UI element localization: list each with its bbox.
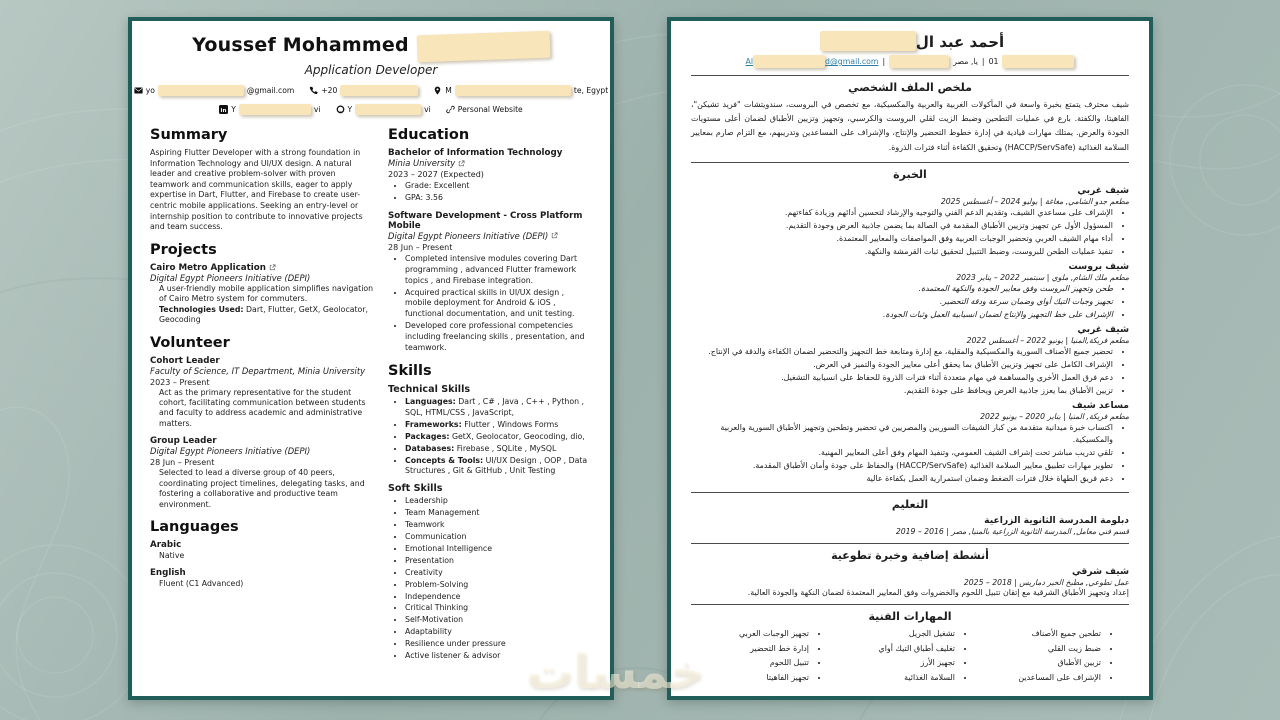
bullet-item: • تلقي تدريب مباشر تحت إشراف الشيف العمومي، وتنفيذ المهام وفق أعلى المعايير المهنية.	[691, 447, 1113, 459]
bullet-item: • GPA: 3.56	[405, 193, 592, 204]
skills-column-3	[691, 627, 837, 686]
skill-item: • Adaptability	[405, 627, 592, 638]
skill-item: • Problem-Solving	[405, 580, 592, 591]
volunteer-desc: Selected to lead a diverse group of 40 peers, coordinating project timelines, delegating tasks, and fostering a collaborative and productive team environment.	[159, 468, 365, 509]
redaction-block-email	[753, 55, 825, 68]
resume-document-english	[128, 17, 614, 700]
profile-text: شيف محترف يتمتع بخبرة واسعة في المأكولات الغربية والعربية والمكسيكية، مع تخصص في البروست، سندويتشات "فريد تشيكن"، الفاهيتا، والكفتة. بارع في عمليات التطحين وضبط الزيت لقلي البروست والكرسبي، وتجهيز وتزيين الأطباق لضمان أعلى مستويات الجودة والعرض. يمتلك مهارات قيادية في إدارة خطوط التحضير والإنتاج، والإشراف على المساعدين وتدريبهم، مع التزام صارم بمعايير السلامة الغذائية (HACCP/ServSafe) وتحقيق الكفاءة أثناء فترات الذروة.	[691, 100, 1129, 152]
summary-heading: Summary	[150, 127, 228, 143]
skill-item: • تجهيز الوجبات العربي	[691, 627, 809, 642]
language-name: English	[150, 568, 186, 579]
bullet-item: • الإشراف على خط التجهيز والإنتاج لضمان انسيابية العمل وثبات الجودة.	[691, 309, 1113, 321]
skills-column-1	[983, 627, 1129, 686]
linkedin-contact[interactable]	[219, 104, 320, 115]
candidate-name-arabic: أحمد عبد ال	[915, 33, 1005, 51]
projects-heading: Projects	[150, 241, 217, 258]
bullet-item: • الإشراف على مساعدي الشيف، وتقديم الدعم الفني والتوجيه والإرشاد لتحسين أدائهم وزيادة كفاءتهم.	[691, 207, 1113, 219]
bullet-item: • أداء مهام الشيف العربي وتحضير الوجبات العربية وفق المواصفات والمعايير المعتمدة.	[691, 233, 1113, 245]
soft-skills-list	[388, 496, 592, 662]
bullet-item: • دعم فرق العمل الأخرى والمساهمة في مهام متعددة أثناء فترات الذروة للحفاظ على انسيابية التشغيل.	[691, 372, 1113, 384]
project-tech-label: Technologies Used:	[159, 304, 244, 314]
redaction-block-location	[889, 55, 949, 68]
bullet-item: • Completed intensive modules covering Dart programming , advanced Flutter framework topics , and Firebase integration.	[405, 254, 592, 287]
skill-item	[405, 444, 592, 455]
skill-value: Firebase , SQLite , MySQL	[456, 443, 557, 453]
link-icon	[446, 105, 455, 114]
volunteer-entry	[150, 356, 374, 430]
redaction-block-phone	[340, 85, 418, 96]
redaction-block-location	[455, 85, 571, 96]
job-meta: مطعم جدو الشامي, مغاغة | يوليو 2024 – أغسطس 2025	[940, 196, 1129, 206]
project-desc: A user-friendly mobile application simplifies navigation of Cairo Metro system for commuters.	[159, 283, 374, 304]
project-org: Digital Egypt Pioneers Initiative (DEPI)	[150, 272, 311, 283]
bullet-item: • Acquired practical skills in UI/UX design , mobile deployment for Android & iOS , functional documentation, and unit testing.	[405, 288, 592, 321]
skill-item: • Team Management	[405, 508, 592, 519]
bullet-item: • تطوير مهارات تطبيق معايير السلامة الغذائية (HACCP/ServSafe) والحفاظ على جودة وأمان الأطباق المقدمة.	[691, 460, 1113, 472]
email-prefix: yo	[145, 86, 155, 95]
project-entry	[150, 263, 374, 326]
github-suffix: vi	[424, 105, 431, 114]
location-suffix: يا, مصر	[953, 57, 978, 66]
skill-item: • Self-Motivation	[405, 615, 592, 626]
email-icon	[134, 86, 143, 95]
linkedin-suffix: vi	[313, 105, 321, 114]
skill-item: • تجهيز الأرز	[837, 656, 955, 671]
bullet-item: • Grade: Excellent	[405, 181, 592, 192]
technical-skills-heading-arabic: المهارات الفنية	[868, 610, 952, 624]
project-tech-value: Dart, Flutter, GetX, Geolocator, Geocoding	[159, 304, 369, 325]
volunteer-role: Group Leader	[150, 436, 217, 447]
education-date: 28 Jun – Present	[388, 242, 453, 252]
github-icon	[336, 105, 345, 114]
activity-desc: إعداد وتجهيز الأطباق الشرقية مع إتقان تتبيل اللحوم والخضروات وفق المعايير المعتمدة لضمان النكهة والجودة العالية.	[747, 588, 1129, 598]
education-entry	[388, 211, 592, 354]
skill-item	[405, 420, 592, 431]
candidate-job-title: Application Developer	[304, 63, 438, 77]
separator: |	[882, 57, 886, 66]
education-org: Digital Egypt Pioneers Initiative (DEPI)	[388, 230, 549, 241]
education-bullets	[388, 181, 592, 204]
phone-prefix: +20	[321, 86, 338, 95]
location-pin-icon	[433, 86, 442, 95]
skill-label: Frameworks:	[405, 419, 462, 429]
english-header	[150, 33, 592, 60]
bullet-item: • طحن وتجهيز البروست وفق معايير الجودة والنكهة المعتمدة.	[691, 283, 1113, 295]
svg-text:in: in	[220, 107, 227, 114]
skill-item: • Creativity	[405, 568, 592, 579]
job-entry	[691, 400, 1129, 485]
github-contact[interactable]	[336, 104, 431, 115]
redaction-block-phone	[1002, 55, 1074, 68]
watermark: خمسات	[526, 645, 705, 700]
resume-document-arabic	[667, 17, 1153, 700]
skill-item: • تغليف أطباق التيك أواي	[837, 642, 955, 657]
divider	[691, 75, 1129, 76]
skills-column-2	[837, 627, 983, 686]
job-entry	[691, 261, 1129, 321]
language-entry	[150, 540, 374, 561]
profile-heading: ملخص الملف الشخصي	[848, 81, 972, 94]
job-bullets	[691, 422, 1129, 485]
skills-grid	[691, 627, 1129, 686]
redaction-block-email	[158, 85, 244, 96]
bullet-item: • تنفيذ عمليات الطحن للبروست، وضبط التتبيل لتحقيق ثبات القرمشة والنكهة.	[691, 246, 1113, 258]
phone-prefix: 01	[988, 57, 999, 66]
job-bullets	[691, 346, 1129, 397]
skill-item: • Communication	[405, 532, 592, 543]
education-heading-arabic: التعليم	[891, 498, 929, 512]
bullet-item: • تزيين الأطباق بما يعزز جاذبية العرض ويحافظ على جودة التقديم.	[691, 385, 1113, 397]
english-left-column	[150, 127, 374, 668]
skill-label: Languages:	[405, 396, 456, 406]
skill-label: Packages:	[405, 431, 450, 441]
bullet-item: • المسؤول الأول عن تجهيز وتزيين الأطباق المقدمة في الصالة بما يضمن جاذبية العرض وجودة التقديم.	[691, 220, 1113, 232]
soft-skills-heading: Soft Skills	[388, 483, 443, 495]
separator: |	[981, 57, 985, 66]
github-prefix: Y	[347, 105, 353, 114]
bullet-item: • اكتساب خبرة ميدانية متقدمة من كبار الشيفات السوريين والمصريين في تحضير وتطحين وتجهيز الأطباق السورية والعربية والمكسيكية.	[691, 422, 1113, 446]
job-meta: مطعم ملك الشام, ملوي | سبتمبر 2022 – يناير 2023	[956, 272, 1129, 282]
skill-item: • Presentation	[405, 556, 592, 567]
skill-item	[405, 456, 592, 478]
phone-icon	[309, 86, 318, 95]
email-suffix: @gmail.com	[246, 86, 295, 95]
phone-contact	[309, 85, 418, 96]
redaction-block-name	[416, 31, 550, 63]
job-bullets	[691, 283, 1129, 321]
experience-heading: الخبرة	[893, 167, 927, 181]
skill-item: • تتبيل اللحوم	[691, 656, 809, 671]
divider	[691, 492, 1129, 493]
skill-item: • تزيين الأطباق	[983, 656, 1101, 671]
email-prefix: Al	[745, 57, 753, 66]
skill-item: • Resilience under pressure	[405, 639, 592, 650]
contact-row-1	[145, 85, 609, 96]
volunteer-date: 2023 – Present	[150, 377, 210, 387]
language-level: Fluent (C1 Advanced)	[159, 579, 244, 589]
divider	[691, 543, 1129, 544]
location-prefix: M	[445, 86, 452, 95]
education-bullets	[388, 254, 592, 354]
skill-item: • Emotional Intelligence	[405, 544, 592, 555]
skill-item: • Leadership	[405, 496, 592, 507]
job-title: مساعد شيف	[1072, 400, 1129, 412]
bullet-item: • Developed core professional competencies including freelancing skills , presentation, and teamwork.	[405, 321, 592, 354]
external-link-icon[interactable]	[458, 160, 465, 167]
education-org: Minia University	[388, 158, 456, 168]
skill-label: Databases:	[405, 443, 455, 453]
skill-item: • ضبط زيت القلي	[983, 642, 1101, 657]
education-degree: Software Development - Cross Platform Mobile	[388, 210, 583, 231]
redaction-block-linkedin	[239, 104, 311, 115]
skill-item: • تجهيز الفاهيتا	[691, 671, 809, 686]
skill-item: • تطحين جميع الأصناف	[983, 627, 1101, 642]
volunteer-org: Digital Egypt Pioneers Initiative (DEPI)	[150, 446, 311, 457]
skills-heading: Skills	[388, 362, 432, 379]
location-contact	[433, 85, 608, 96]
language-name: Arabic	[150, 540, 182, 550]
external-link-icon[interactable]	[551, 232, 558, 239]
arabic-header	[691, 31, 1129, 51]
skill-item: • السلامة الغذائية	[837, 671, 955, 686]
skill-item: • إدارة خط التحضير	[691, 642, 809, 657]
job-meta: مطعم فريكة,المنيا | يونيو 2022 – أغسطس 2022	[966, 335, 1129, 345]
education-heading: Education	[388, 127, 470, 143]
volunteer-desc: Act as the primary representative for the student cohort, facilitating communication between students and faculty to address academic and administrative matters.	[159, 387, 366, 428]
divider	[691, 162, 1129, 163]
skill-value: GetX, Geolocator, Geocoding, dio,	[451, 431, 585, 441]
languages-heading: Languages	[150, 519, 239, 535]
contact-row-2	[150, 104, 592, 115]
education-meta-arabic: قسم فني معامل, المدرسة الثانوية الزراعية بالمنيا, مصر | 2016 – 2019	[895, 527, 1129, 537]
volunteer-role: Cohort Leader	[150, 355, 220, 366]
volunteer-heading: Volunteer	[150, 334, 230, 351]
activities-heading: أنشطة إضافية وخبرة تطوعية	[831, 549, 989, 563]
skill-item: • الإشراف على المساعدين	[983, 671, 1101, 686]
volunteer-entry	[150, 436, 374, 510]
language-level: Native	[159, 551, 185, 560]
english-right-column	[388, 127, 592, 668]
skill-item: • Teamwork	[405, 520, 592, 531]
project-title: Cairo Metro Application	[150, 262, 266, 273]
job-meta: مطعم فريكة, المنيا | يناير 2020 – يونيو 2022	[980, 412, 1129, 422]
job-title: شيف غربي	[1077, 323, 1129, 335]
bullet-item: • تجهيز وجبات التيك أواي وضمان سرعة ودقة التحضير.	[691, 296, 1113, 308]
redaction-block-github	[355, 104, 421, 115]
skill-label: Concepts & Tools:	[405, 455, 484, 465]
skill-value: UI/UX Design , OOP , Data Structures , Git & GitHub , Unit Testing	[405, 455, 588, 476]
skill-value: Dart , C# , Java , C++ , Python , SQL, HTML/CSS , JavaScript,	[405, 396, 585, 417]
external-link-icon[interactable]	[269, 264, 276, 271]
redaction-block-name	[820, 31, 916, 51]
skill-value: Flutter , Windows Forms	[464, 419, 559, 429]
email-suffix: d@gmail.com	[825, 57, 879, 66]
bullet-item: • تحضير جميع الأصناف السورية والمكسيكية والمقلية، مع إدارة ومتابعة خط التجهيز والتحضير لضمان الكفاءة والدقة في الإنتاج.	[691, 346, 1113, 358]
activity-role: شيف شرقي	[1072, 566, 1129, 578]
job-title: شيف بروست	[1068, 260, 1129, 272]
technical-skills-list	[388, 397, 592, 477]
volunteer-date: 28 Jun – Present	[150, 458, 215, 468]
website-contact[interactable]	[446, 105, 523, 114]
job-bullets	[691, 207, 1129, 258]
skill-item	[405, 397, 592, 419]
divider	[691, 604, 1129, 605]
skill-item: • Active listener & advisor	[405, 651, 592, 662]
candidate-name: Youssef Mohammed	[192, 34, 409, 56]
education-degree-arabic: دبلومة المدرسة الثانوية الزراعية	[984, 515, 1129, 527]
skill-item	[405, 432, 592, 443]
location-suffix: te, Egypt	[573, 86, 609, 95]
job-entry	[691, 185, 1129, 258]
bullet-item: • دعم فريق الطهاة خلال فترات الضغط وضمان استمرارية العمل بكفاءة عالية	[691, 473, 1113, 485]
skill-item: • Independence	[405, 592, 592, 603]
technical-skills-heading: Technical Skills	[388, 383, 471, 395]
website-label: Personal Website	[457, 105, 523, 114]
language-entry	[150, 568, 374, 589]
job-title: شيف غربي	[1077, 184, 1129, 196]
linkedin-icon	[219, 105, 228, 114]
education-entry	[388, 148, 592, 204]
arabic-contact-line	[691, 55, 1129, 68]
summary-text: Aspiring Flutter Developer with a strong foundation in Information Technology and UI/UX design. A natural leader and creative problem-solver with proven teamwork and communication skills, eager to apply expertise in Dart, Flutter, and Firebase to create user-centric mobile applications. Seeking an entry-level or internship position to contribute to innovative projects and team success.	[150, 148, 363, 232]
education-degree: Bachelor of Information Technology	[388, 148, 563, 158]
job-entry	[691, 324, 1129, 397]
activity-meta: عمل تطوعي, مطبخ الخير دماريس | 2018 – 2025	[963, 578, 1129, 588]
volunteer-org: Faculty of Science, IT Department, Minia University	[150, 365, 366, 376]
email-link[interactable]	[746, 55, 879, 68]
skill-item: • تشغيل الجريل	[837, 627, 955, 642]
skill-item: • Critical Thinking	[405, 603, 592, 614]
linkedin-prefix: Y	[231, 105, 236, 114]
bullet-item: • الإشراف الكامل على تجهيز وتزيين الأطباق بما يحقق أعلى معايير الجودة والتميز في العرض.	[691, 359, 1113, 371]
email-contact[interactable]	[134, 85, 294, 96]
education-date: 2023 – 2027 (Expected)	[388, 170, 484, 179]
